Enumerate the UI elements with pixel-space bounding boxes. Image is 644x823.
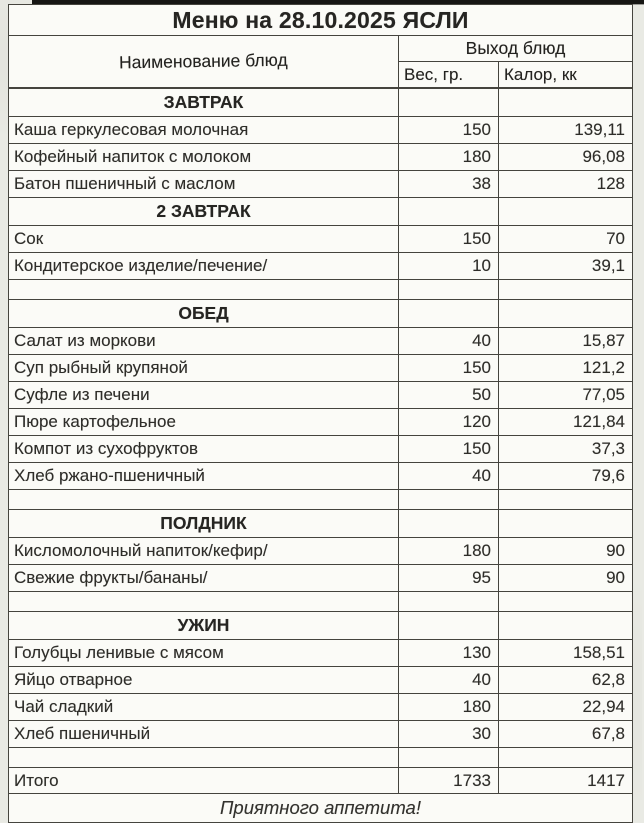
section-header-row <box>9 88 633 117</box>
section-header: ЗАВТРАК <box>9 88 399 117</box>
empty-cell <box>499 510 633 538</box>
title-row <box>9 5 633 36</box>
empty-cell <box>399 490 499 510</box>
menu-item-row <box>9 436 633 463</box>
section-header-row <box>9 510 633 538</box>
dish-name: Суфле из печени <box>9 382 399 409</box>
spacer-row <box>9 592 633 612</box>
footer-row <box>9 794 633 823</box>
total-label: Итого <box>9 768 399 794</box>
dish-weight-value: 150 <box>399 226 499 253</box>
total-row <box>9 768 633 794</box>
dish-calories-value: 121,84 <box>499 409 633 436</box>
menu-item-row <box>9 721 633 748</box>
dish-name: Каша геркулесовая молочная <box>9 117 399 144</box>
section-header: 2 ЗАВТРАК <box>9 198 399 226</box>
dish-weight-value: 180 <box>399 694 499 721</box>
dish-weight-value: 40 <box>399 328 499 355</box>
menu-item-row <box>9 355 633 382</box>
empty-cell <box>399 280 499 300</box>
footer-note: Приятного аппетита! <box>9 794 633 823</box>
menu-item-row <box>9 694 633 721</box>
menu-item-row <box>9 565 633 592</box>
dish-name: Кисломолочный напиток/кефир/ <box>9 538 399 565</box>
total-weight-value: 1733 <box>399 768 499 794</box>
dish-calories-value: 22,94 <box>499 694 633 721</box>
dish-weight-value: 50 <box>399 382 499 409</box>
dish-weight-value: 95 <box>399 565 499 592</box>
menu-item-row <box>9 382 633 409</box>
dish-weight-value: 40 <box>399 667 499 694</box>
dish-weight-value: 40 <box>399 463 499 490</box>
dish-calories-value: 62,8 <box>499 667 633 694</box>
menu-item-row <box>9 328 633 355</box>
menu-item-row <box>9 171 633 198</box>
dish-weight-value: 150 <box>399 436 499 463</box>
menu-item-row <box>9 409 633 436</box>
empty-cell <box>399 198 499 226</box>
empty-cell <box>499 300 633 328</box>
empty-cell <box>499 280 633 300</box>
dish-name: Свежие фрукты/бананы/ <box>9 565 399 592</box>
dish-calories-value: 128 <box>499 171 633 198</box>
dish-weight-value: 150 <box>399 117 499 144</box>
menu-item-row <box>9 463 633 490</box>
dish-name: Компот из сухофруктов <box>9 436 399 463</box>
dish-calories-value: 96,08 <box>499 144 633 171</box>
empty-cell <box>499 88 633 117</box>
empty-cell <box>499 592 633 612</box>
dish-calories-value: 39,1 <box>499 253 633 280</box>
column-header-calories: Калор, кк <box>499 62 633 89</box>
column-header-output: Выход блюд <box>399 36 633 62</box>
dish-name: Хлеб пшеничный <box>9 721 399 748</box>
section-header-row <box>9 612 633 640</box>
dish-calories-value: 79,6 <box>499 463 633 490</box>
menu-item-row <box>9 117 633 144</box>
dish-calories-value: 158,51 <box>499 640 633 667</box>
header-row-top <box>9 36 633 62</box>
empty-cell <box>9 592 399 612</box>
column-header-dish-name-label: Наименование блюд <box>119 49 288 73</box>
section-header-row <box>9 300 633 328</box>
dish-calories-value: 139,11 <box>499 117 633 144</box>
menu-item-row <box>9 667 633 694</box>
empty-cell <box>399 592 499 612</box>
section-header: ОБЕД <box>9 300 399 328</box>
column-header-weight: Вес, гр. <box>399 62 499 89</box>
empty-cell <box>499 198 633 226</box>
dish-name: Яйцо отварное <box>9 667 399 694</box>
empty-cell <box>399 88 499 117</box>
section-header: ПОЛДНИК <box>9 510 399 538</box>
dish-weight-value: 130 <box>399 640 499 667</box>
dish-name: Кондитерское изделие/печение/ <box>9 253 399 280</box>
dish-weight-value: 10 <box>399 253 499 280</box>
dish-calories-value: 37,3 <box>499 436 633 463</box>
menu-item-row <box>9 538 633 565</box>
dish-name: Батон пшеничный с маслом <box>9 171 399 198</box>
dish-name: Сок <box>9 226 399 253</box>
dish-weight-value: 180 <box>399 144 499 171</box>
dish-calories-value: 90 <box>499 565 633 592</box>
dish-calories-value: 77,05 <box>499 382 633 409</box>
section-header: УЖИН <box>9 612 399 640</box>
dish-weight-value: 38 <box>399 171 499 198</box>
empty-cell <box>499 748 633 768</box>
dish-name: Голубцы ленивые с мясом <box>9 640 399 667</box>
dish-name: Суп рыбный крупяной <box>9 355 399 382</box>
menu-item-row <box>9 226 633 253</box>
column-header-dish-name <box>9 36 399 89</box>
dish-calories-value: 67,8 <box>499 721 633 748</box>
menu-table <box>8 4 633 823</box>
menu-table-body <box>9 88 633 823</box>
dish-name: Хлеб ржано-пшеничный <box>9 463 399 490</box>
spacer-row <box>9 490 633 510</box>
empty-cell <box>499 612 633 640</box>
dish-calories-value: 90 <box>499 538 633 565</box>
empty-cell <box>9 280 399 300</box>
empty-cell <box>9 490 399 510</box>
empty-cell <box>9 748 399 768</box>
empty-cell <box>499 490 633 510</box>
spacer-row <box>9 280 633 300</box>
empty-cell <box>399 612 499 640</box>
dish-name: Чай сладкий <box>9 694 399 721</box>
menu-title: Меню на 28.10.2025 ЯСЛИ <box>9 5 633 36</box>
total-calories-value: 1417 <box>499 768 633 794</box>
dish-weight-value: 150 <box>399 355 499 382</box>
dish-name: Кофейный напиток с молоком <box>9 144 399 171</box>
section-header-row <box>9 198 633 226</box>
empty-cell <box>399 300 499 328</box>
dish-name: Салат из моркови <box>9 328 399 355</box>
empty-cell <box>399 510 499 538</box>
dish-calories-value: 121,2 <box>499 355 633 382</box>
dish-calories-value: 15,87 <box>499 328 633 355</box>
menu-item-row <box>9 253 633 280</box>
menu-item-row <box>9 640 633 667</box>
dish-weight-value: 120 <box>399 409 499 436</box>
dish-calories-value: 70 <box>499 226 633 253</box>
dish-weight-value: 180 <box>399 538 499 565</box>
menu-item-row <box>9 144 633 171</box>
dish-name: Пюре картофельное <box>9 409 399 436</box>
spacer-row <box>9 748 633 768</box>
dish-weight-value: 30 <box>399 721 499 748</box>
empty-cell <box>399 748 499 768</box>
